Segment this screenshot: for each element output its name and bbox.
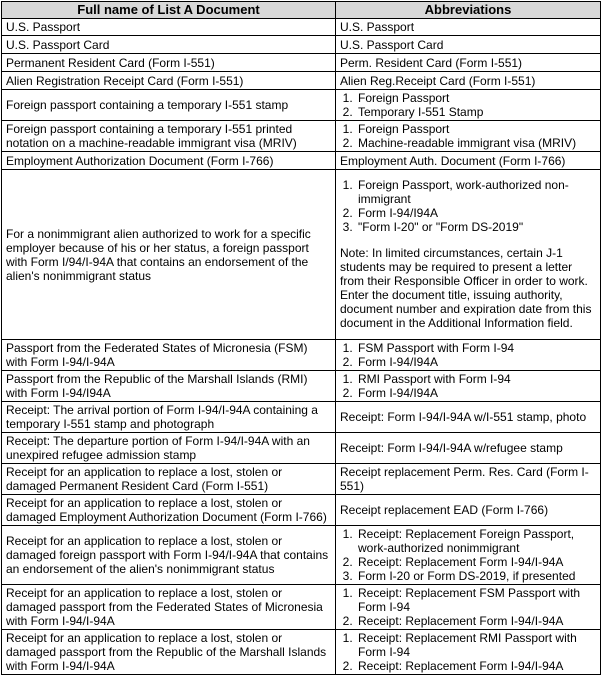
abbreviation-item: 2. Form I-94/I94A: [356, 206, 596, 220]
document-name: For a nonimmigrant alien authorized to work for a specific employer because of his or her status, a foreign passport with Form I/94/I-94A that contains an endorsement of the alien's nonimmigrant status: [2, 170, 336, 340]
j1-students-note: Note: In limited circumstances, certain J-1 students may be required to present a letter from their Responsible Officer in order to work. Enter the document title, issuing authority, document number and expiration date from this document in the Additional Information field.: [340, 245, 592, 330]
table-row: [2, 36, 601, 54]
document-name: Alien Registration Receipt Card (Form I-551): [2, 72, 336, 90]
abbreviation-items: [340, 631, 596, 673]
abbreviation-item: 2. Form I-94/I94A: [356, 386, 596, 400]
table-row: [2, 433, 601, 464]
abbreviation: Receipt: Form I-94/I-94A w/I-551 stamp, photo: [336, 402, 601, 433]
table-body: [2, 19, 601, 675]
header-abbreviations: Abbreviations: [336, 2, 601, 19]
abbreviation: Perm. Resident Card (Form I-551): [336, 54, 601, 72]
abbreviation-item: 1. Foreign Passport, work-authorized non-immigrant: [356, 178, 596, 206]
document-name: Receipt for an application to replace a lost, stolen or damaged Employment Authorization Document (Form I-766): [2, 495, 336, 526]
abbreviation: Receipt: Form I-94/I-94A w/refugee stamp: [336, 433, 601, 464]
abbreviation: Alien Reg.Receipt Card (Form I-551): [336, 72, 601, 90]
document-name: Receipt for an application to replace a lost, stolen or damaged passport from the Republic of the Marshall Islands with Form I-94/I-94A: [2, 630, 336, 675]
abbreviation-list: [336, 90, 601, 121]
abbreviation: U.S. Passport Card: [336, 36, 601, 54]
table-row: [2, 19, 601, 36]
abbreviation: Receipt replacement Perm. Res. Card (Form I-551): [336, 464, 601, 495]
abbreviation-items: [340, 341, 596, 369]
table-row: [2, 371, 601, 402]
table-row: [2, 90, 601, 121]
table-row: [2, 170, 601, 340]
document-name: Passport from the Republic of the Marshall Islands (RMI) with Form I-94/I94A: [2, 371, 336, 402]
abbreviation-list: [336, 371, 601, 402]
table-row: [2, 340, 601, 371]
abbreviation-item: 1. Receipt: Replacement FSM Passport with Form I-94: [356, 586, 596, 614]
document-name: Passport from the Federated States of Micronesia (FSM) with Form I-94/I-94A: [2, 340, 336, 371]
abbreviation-list: [336, 121, 601, 152]
abbreviation-items: [340, 178, 596, 234]
table-row: [2, 526, 601, 585]
abbreviation-items: [340, 527, 596, 583]
abbreviation-item: 1. Receipt: Replacement Foreign Passport, work-authorized nonimmigrant: [356, 527, 596, 555]
header-full-name: Full name of List A Document: [2, 2, 336, 19]
table-row: [2, 152, 601, 170]
document-name: Permanent Resident Card (Form I-551): [2, 54, 336, 72]
document-name: Receipt for an application to replace a lost, stolen or damaged passport from the Federated States of Micronesia with Form I-94/I-94A: [2, 585, 336, 630]
table-row: [2, 72, 601, 90]
header-row: [2, 2, 601, 19]
document-name: Receipt: The departure portion of Form I-94/I-94A with an unexpired refugee admission stamp: [2, 433, 336, 464]
table-row: [2, 495, 601, 526]
table-row: [2, 630, 601, 675]
document-name: U.S. Passport Card: [2, 36, 336, 54]
abbreviation-item: 1. FSM Passport with Form I-94: [356, 341, 596, 355]
abbreviation-item: 3. "Form I-20" or "Form DS-2019": [356, 220, 596, 234]
abbreviation-items: [340, 372, 596, 400]
abbreviation-item: 1. Receipt: Replacement RMI Passport with Form I-94: [356, 631, 596, 659]
abbreviation-items: [340, 122, 596, 150]
document-name: Receipt for an application to replace a lost, stolen or damaged Permanent Resident Card (Form I-551): [2, 464, 336, 495]
abbreviation-item: 2. Machine-readable immigrant visa (MRIV): [356, 136, 596, 150]
list-a-documents-table: [1, 1, 601, 675]
abbreviation-item: 2. Temporary I-551 Stamp: [356, 105, 596, 119]
abbreviation-list: [336, 585, 601, 630]
abbreviation-item: 1. Foreign Passport: [356, 91, 596, 105]
abbreviation-item: 1. Foreign Passport: [356, 122, 596, 136]
abbreviation-item: 2. Receipt: Replacement Form I-94/I-94A: [356, 659, 596, 673]
abbreviation: Employment Auth. Document (Form I-766): [336, 152, 601, 170]
abbreviation-item: 2. Form I-94/I94A: [356, 355, 596, 369]
document-name: Foreign passport containing a temporary I-551 printed notation on a machine-readable immigrant visa (MRIV): [2, 121, 336, 152]
abbreviation: U.S. Passport: [336, 19, 601, 36]
table-row: [2, 121, 601, 152]
document-name: Receipt for an application to replace a lost, stolen or damaged foreign passport with Form I-94/I-94A that contains an endorsement of the alien's nonimmigrant status: [2, 526, 336, 585]
document-name: Employment Authorization Document (Form I-766): [2, 152, 336, 170]
table-row: [2, 585, 601, 630]
document-name: Foreign passport containing a temporary I-551 stamp: [2, 90, 336, 121]
abbreviation-items: [340, 91, 596, 119]
table-row: [2, 402, 601, 433]
abbreviation-item: 3. Form I-20 or Form DS-2019, if presented: [356, 569, 596, 583]
abbreviation-list: [336, 630, 601, 675]
abbreviation-list: [336, 526, 601, 585]
abbreviation: Receipt replacement EAD (Form I-766): [336, 495, 601, 526]
abbreviation-item: 2. Receipt: Replacement Form I-94/I-94A: [356, 555, 596, 569]
abbreviation-items: [340, 586, 596, 628]
abbreviation-item: 1. RMI Passport with Form I-94: [356, 372, 596, 386]
table-row: [2, 54, 601, 72]
abbreviation-item: 2. Receipt: Replacement Form I-94/I-94A: [356, 614, 596, 628]
abbreviation-list: [336, 340, 601, 371]
abbreviation-list: [336, 170, 601, 340]
document-name: Receipt: The arrival portion of Form I-94/I-94A containing a temporary I-551 stamp and photograph: [2, 402, 336, 433]
table-row: [2, 464, 601, 495]
document-name: U.S. Passport: [2, 19, 336, 36]
